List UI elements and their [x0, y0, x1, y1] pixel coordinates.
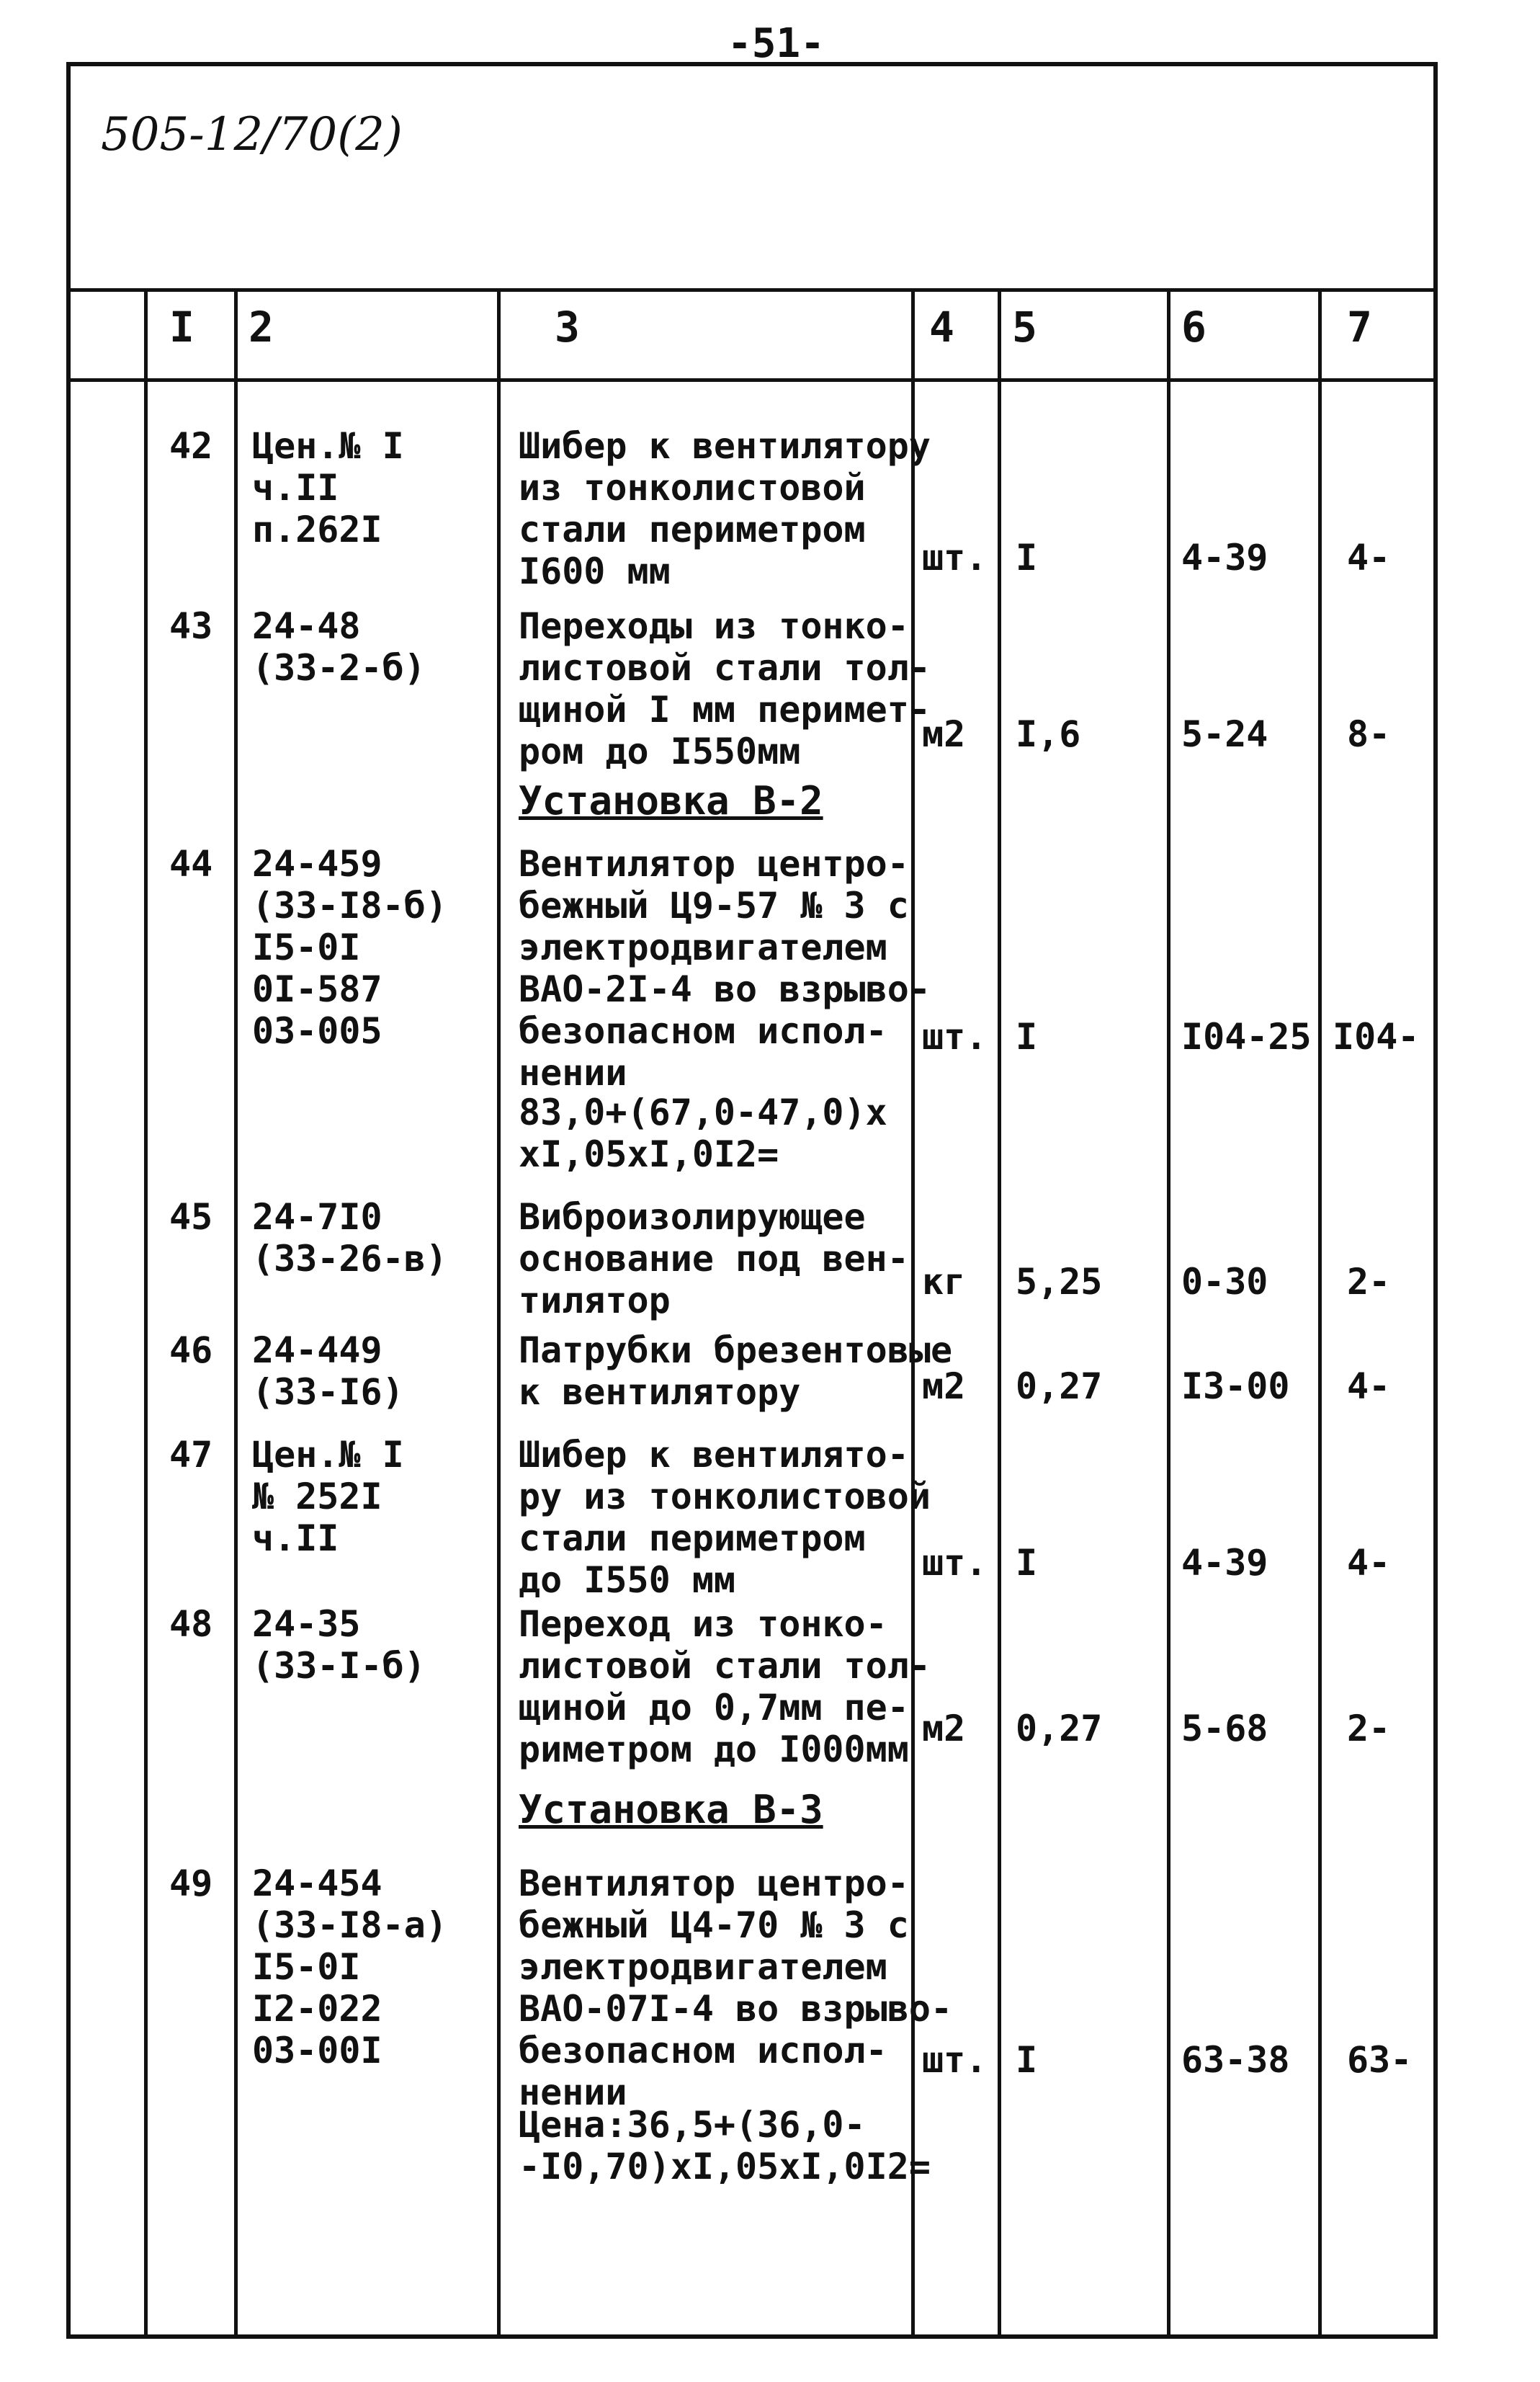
row-description: Вентилятор центро- бежный Ц4-70 № 3 с электродвигателем ВАО-07I-4 во взрыво- безопасном испол- нении: [519, 1863, 953, 2113]
col-divider: [998, 288, 1001, 2339]
handwritten-code: 505-12/70(2): [101, 108, 403, 161]
row-number: 45: [169, 1196, 213, 1238]
col-divider: [1167, 288, 1170, 2339]
row-quantity: I: [1016, 537, 1038, 579]
row-quantity: 5,25: [1016, 1261, 1103, 1303]
row-number: 48: [169, 1603, 213, 1645]
row-unit: м2: [922, 713, 966, 755]
row-price: I04-25: [1181, 1016, 1312, 1058]
col-divider: [1318, 288, 1322, 2339]
row-description: Переход из тонко- листовой стали тол- щиной до 0,7мм пе- риметром до I000мм: [519, 1603, 931, 1770]
row-price: I3-00: [1181, 1365, 1290, 1407]
row-unit: шт.: [922, 1016, 988, 1058]
row-total: 63-: [1347, 2039, 1413, 2081]
row-price: 4-39: [1181, 1542, 1268, 1584]
row-quantity: I,6: [1016, 713, 1081, 755]
row-price: 4-39: [1181, 537, 1268, 579]
row-number: 46: [169, 1329, 213, 1371]
section-subheading: Установка В-2: [519, 778, 823, 824]
header-3: 3: [555, 303, 580, 352]
page-number: -51-: [728, 20, 825, 67]
row-description: Шибер к вентилято- ру из тонколистовой стали периметром до I550 мм: [519, 1434, 931, 1601]
row-code: 24-459 (33-I8-б) I5-0I 0I-587 03-005: [252, 843, 447, 1052]
row-total: 4-: [1347, 537, 1391, 579]
price-formula: Цена:36,5+(36,0- -I0,70)хI,05хI,0I2=: [519, 2104, 931, 2187]
row-quantity: I: [1016, 1542, 1038, 1584]
row-number: 49: [169, 1863, 213, 1904]
row-quantity: 0,27: [1016, 1365, 1103, 1407]
header-7: 7: [1347, 303, 1372, 352]
header-5: 5: [1012, 303, 1037, 352]
col-divider: [234, 288, 238, 2339]
row-description: Вентилятор центро- бежный Ц9-57 № 3 с электродвигателем ВАО-2I-4 во взрыво- безопасном испол- нении: [519, 843, 931, 1094]
row-code: Цен.№ I № 252I ч.II: [252, 1434, 404, 1559]
row-number: 43: [169, 605, 213, 647]
row-price: 0-30: [1181, 1261, 1268, 1303]
header-6: 6: [1181, 303, 1207, 352]
row-price: 5-24: [1181, 713, 1268, 755]
row-unit: шт.: [922, 537, 988, 579]
row-total: 4-: [1347, 1542, 1391, 1584]
row-number: 44: [169, 843, 213, 885]
row-code: 24-454 (33-I8-а) I5-0I I2-022 03-00I: [252, 1863, 447, 2071]
row-price: 63-38: [1181, 2039, 1290, 2081]
row-code: 24-449 (33-I6): [252, 1329, 404, 1413]
row-code: 24-35 (33-I-б): [252, 1603, 426, 1687]
row-quantity: 0,27: [1016, 1708, 1103, 1749]
row-total: I04-: [1333, 1016, 1420, 1058]
row-number: 47: [169, 1434, 213, 1476]
row-number: 42: [169, 425, 213, 467]
header-4: 4: [929, 303, 954, 352]
row-description: Патрубки брезентовые к вентилятору: [519, 1329, 953, 1413]
col-divider: [497, 288, 501, 2339]
row-quantity: I: [1016, 1016, 1038, 1058]
row-unit: кг: [922, 1261, 966, 1303]
row-unit: шт.: [922, 2039, 988, 2081]
row-code: 24-7I0 (33-26-в): [252, 1196, 447, 1280]
row-unit: м2: [922, 1365, 966, 1407]
row-quantity: I: [1016, 2039, 1038, 2081]
header-1: I: [169, 303, 194, 352]
row-total: 4-: [1347, 1365, 1391, 1407]
row-total: 2-: [1347, 1708, 1391, 1749]
row-total: 2-: [1347, 1261, 1391, 1303]
price-formula: 83,0+(67,0-47,0)х хI,05хI,0I2=: [519, 1092, 887, 1175]
row-price: 5-68: [1181, 1708, 1268, 1749]
row-code: Цен.№ I ч.II п.262I: [252, 425, 404, 550]
row-description: Виброизолирующее основание под вен- тилятор: [519, 1196, 909, 1321]
row-description: Шибер к вентилятору из тонколистовой стали периметром I600 мм: [519, 425, 931, 592]
header-top-line: [66, 288, 1438, 292]
row-total: 8-: [1347, 713, 1391, 755]
header-2: 2: [249, 303, 274, 352]
row-code: 24-48 (33-2-б): [252, 605, 426, 689]
row-unit: шт.: [922, 1542, 988, 1584]
section-subheading: Установка В-3: [519, 1787, 823, 1832]
row-unit: м2: [922, 1708, 966, 1749]
row-description: Переходы из тонко- листовой стали тол- щиной I мм перимет- ром до I550мм: [519, 605, 931, 772]
header-bottom-line: [66, 378, 1438, 382]
col-divider: [144, 288, 148, 2339]
